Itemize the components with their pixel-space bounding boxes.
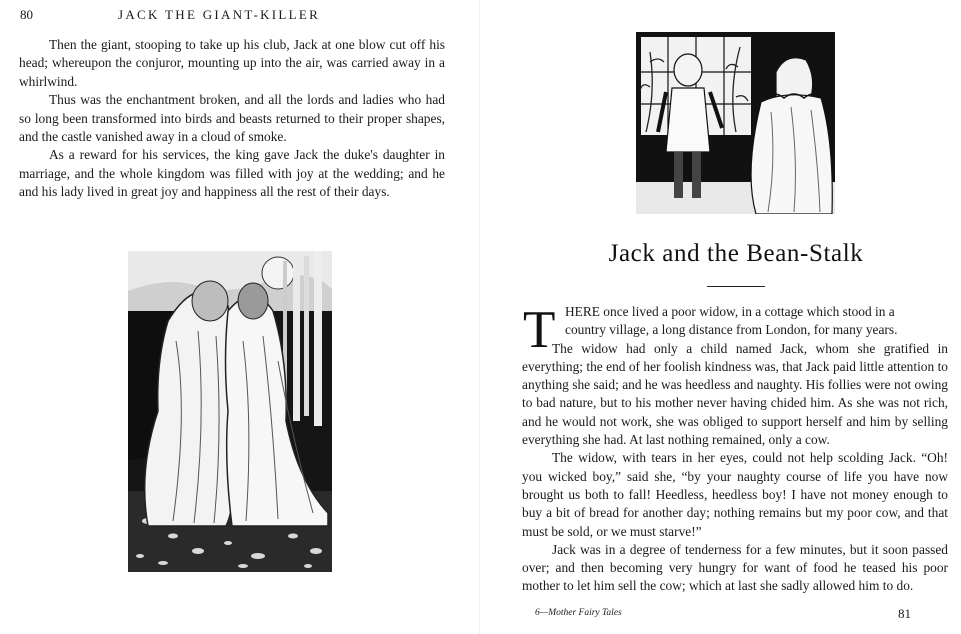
title-rule: [707, 286, 765, 287]
illustration-jack-mother-drawing: [636, 32, 835, 214]
left-page-number: 80: [20, 7, 33, 22]
opening-paragraph: [522, 303, 948, 340]
signature-footer: 6—Mother Fairy Tales: [535, 608, 622, 618]
illustration-jack-and-mother: [636, 32, 835, 214]
right-page-text: [522, 303, 948, 596]
illustration-couple-drawing: [128, 251, 332, 572]
opening-line-2: country village, a long distance from London, for many years.: [565, 322, 898, 338]
drop-cap: T: [523, 301, 556, 359]
right-paragraph-3: Jack was in a degree of tenderness for a few minutes, but it soon passed over; and then becoming very hungry for want of food he teased his poor mother to let him sell the cow; which at last she sadly allowed him to do.: [522, 541, 948, 594]
right-paragraph-1: The widow had only a child named Jack, whom she gratified in everything; the end of her foolish kindness was, that Jack paid little attention to anything she said; and he was heedless and naughty. His follies were not owing to bad nature, but to his mother never having chided him. As she was not rich, and he would not work, she was obliged to support herself and him by selling everything she had. At last nothing remained, only a cow.: [522, 340, 948, 448]
illustration-embracing-couple: [128, 251, 332, 572]
left-paragraph-1: Then the giant, stooping to take up his club, Jack at one blow cut off his head; whereupon the conjuror, mounting up into the air, was carried away in a whirlwind.: [19, 37, 445, 89]
story-title: Jack and the Bean-Stalk: [608, 240, 864, 267]
running-head: JACK THE GIANT-KILLER: [118, 7, 321, 22]
right-page-number: 81: [898, 606, 911, 621]
left-paragraph-3: As a reward for his services, the king gave Jack the duke's daughter in marriage, and the whole kingdom was filled with joy at the wedding; and he and his lady lived in great joy and happiness all the rest of their days.: [19, 147, 445, 200]
right-paragraph-2: The widow, with tears in her eyes, could not help scolding Jack. “Oh! you wicked boy,” said she, “by your naughty course of life you have now brought us both to fall! Heedless, heedless boy! I have not money enough to buy a bit of bread for another day; nothing remains but my poor cow, and that must be sold, or we must starve!”: [522, 450, 948, 539]
left-page: [0, 0, 480, 634]
opening-line-1: HERE once lived a poor widow, in a cottage which stood in a: [565, 304, 895, 319]
left-page-text: [19, 36, 445, 202]
left-paragraph-2: Thus was the enchantment broken, and all the lords and ladies who had so long been transformed into birds and beasts returned to their proper shapes, and the castle vanished away in a cloud of smoke.: [19, 92, 445, 145]
